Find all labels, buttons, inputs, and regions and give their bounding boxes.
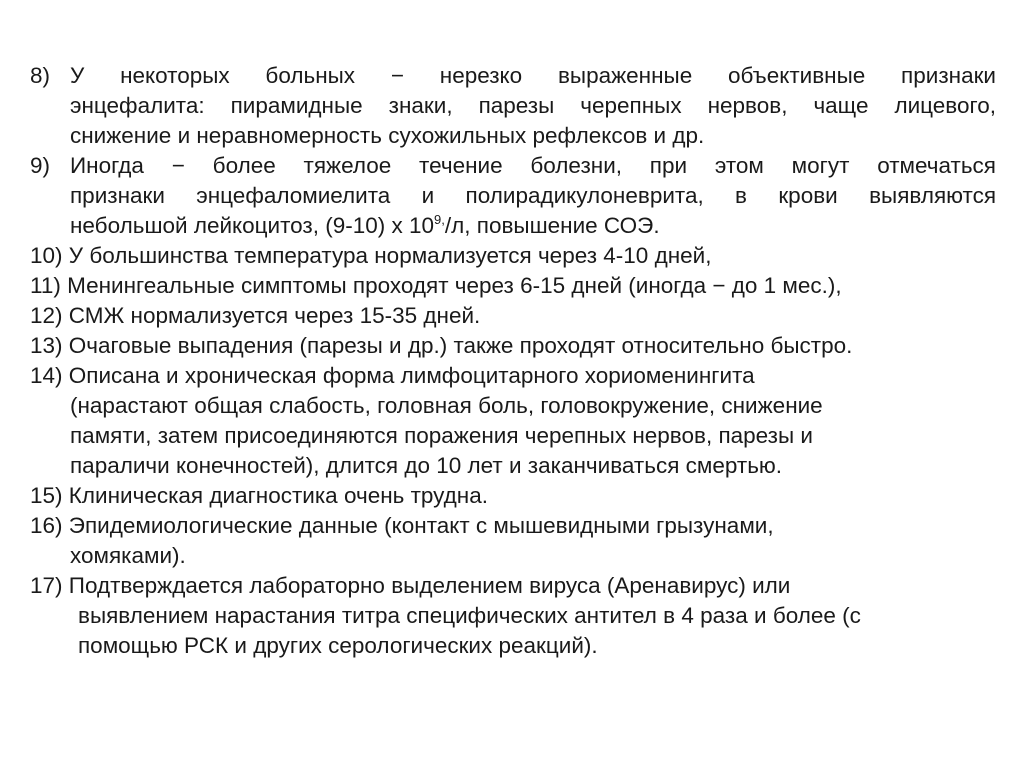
text-line: помощью РСК и других серологических реакций). xyxy=(78,633,598,658)
text-line: энцефалита: пирамидные знаки, парезы черепных нервов, чаще лицевого, xyxy=(70,93,996,118)
text-line: признаки энцефаломиелита и полирадикулоневрита, в крови выявляются xyxy=(70,183,996,208)
list-item-8 xyxy=(30,61,996,151)
list-item-9 xyxy=(30,151,996,241)
text-line xyxy=(30,571,996,601)
list-number: 9) xyxy=(30,153,51,178)
text-line: (нарастают общая слабость, головная боль, головокружение, снижение xyxy=(70,393,823,418)
text-line: снижение и неравномерность сухожильных рефлексов и др. xyxy=(70,123,705,148)
list-text: Описана и хроническая форма лимфоцитарного хориоменингита xyxy=(68,363,755,388)
text-line xyxy=(30,481,996,511)
text-line xyxy=(70,211,996,241)
text-line xyxy=(30,361,996,391)
text-line xyxy=(30,331,996,361)
list-item-10 xyxy=(30,241,996,271)
list-text: Эпидемиологические данные (контакт с мышевидными грызунами, xyxy=(68,513,774,538)
list-number: 16) xyxy=(30,513,63,538)
text-line: памяти, затем присоединяются поражения черепных нервов, парезы и xyxy=(70,423,813,448)
text-line xyxy=(30,271,996,301)
text-line xyxy=(30,301,996,331)
list-text: СМЖ нормализуется через 15-35 дней. xyxy=(68,303,481,328)
list-item-14 xyxy=(30,361,996,481)
list-item-12 xyxy=(30,301,996,331)
list-number: 13) xyxy=(30,333,63,358)
text-line: параличи конечностей), длится до 10 лет и заканчиваться смертью. xyxy=(70,453,783,478)
list-text: Клиническая диагностика очень трудна. xyxy=(68,483,488,508)
list-number: 11) xyxy=(30,273,61,298)
list-number: 14) xyxy=(30,363,63,388)
text-fragment: небольшой лейкоцитоз, (9-10) х 10 xyxy=(70,213,435,238)
text-line: Иногда − более тяжелое течение болезни, при этом могут отмечаться xyxy=(70,153,996,178)
list-text: У большинства температура нормализуется через 4-10 дней, xyxy=(68,243,712,268)
list-number: 15) xyxy=(30,483,63,508)
list-number: 17) xyxy=(30,573,63,598)
text-line: хомяками). xyxy=(70,543,186,568)
text-line: выявлением нарастания титра специфических антител в 4 раза и более (с xyxy=(78,603,861,628)
text-fragment: /л, повышение СОЭ. xyxy=(444,213,660,238)
list-text: Очаговые выпадения (парезы и др.) также проходят относительно быстро. xyxy=(68,333,853,358)
list-item-15 xyxy=(30,481,996,511)
list-item-16 xyxy=(30,511,996,571)
list-text xyxy=(30,151,996,241)
superscript: 9, xyxy=(434,212,445,227)
list-item-17 xyxy=(30,571,996,661)
list-item-11 xyxy=(30,271,996,301)
text-line xyxy=(30,511,996,541)
list-number: 10) xyxy=(30,243,63,268)
list-text: Менингеальные симптомы проходят через 6-15 дней (иногда − до 1 мес.), xyxy=(67,273,842,298)
text-line: У некоторых больных − нерезко выраженные объективные признаки xyxy=(70,63,996,88)
list-text xyxy=(30,61,996,151)
text-line xyxy=(30,241,996,271)
slide-content xyxy=(30,61,996,661)
list-number: 12) xyxy=(30,303,63,328)
list-item-13 xyxy=(30,331,996,361)
list-text: Подтверждается лабораторно выделением вируса (Аренавирус) или xyxy=(68,573,791,598)
list-number: 8) xyxy=(30,63,51,88)
